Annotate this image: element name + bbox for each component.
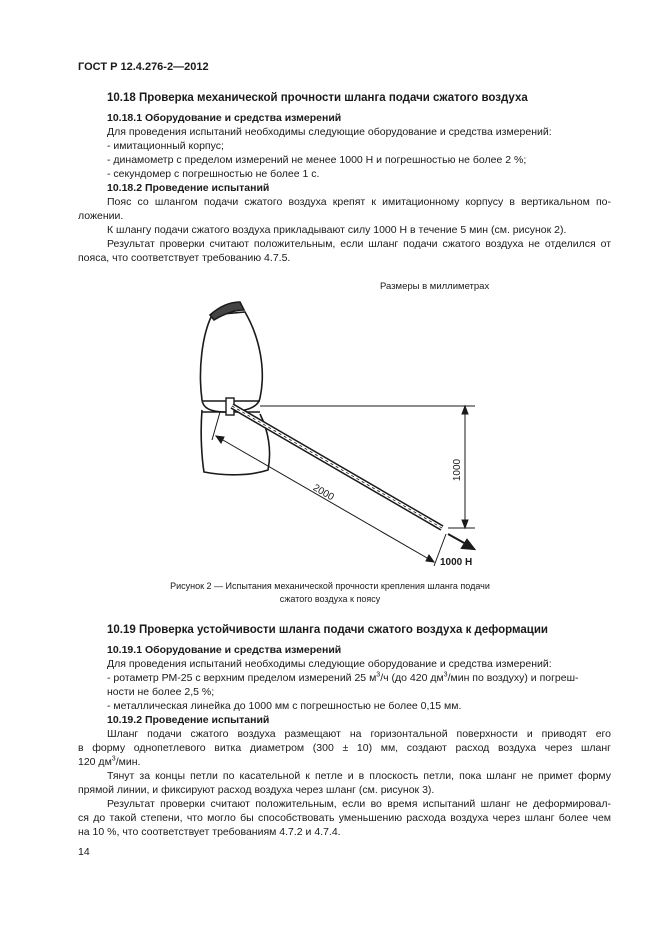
- length-dimension-label: 2000: [310, 482, 336, 504]
- section-10-18-2-title: 10.18.2 Проведение испытаний: [107, 182, 270, 194]
- neck-piece: [210, 302, 244, 320]
- paragraph: Для проведения испытаний необходимы следующие оборудование и средства измерений:: [107, 126, 552, 138]
- section-10-18-1-title: 10.18.1 Оборудование и средства измерений: [107, 112, 342, 124]
- list-item: - металлическая линейка до 1000 мм с погрешностью не более 0,15 мм.: [107, 700, 462, 712]
- paragraph: Тянут за концы петли по касательной к петле и в плоскость петли, пока шланг не примет форму: [107, 770, 611, 782]
- paragraph: прямой линии, и фиксируют расход воздуха через шланг (см. рисунок 3).: [78, 784, 435, 796]
- paragraph: Шланг подачи сжатого воздуха размещают на горизонтальной поверхности и приводят его: [107, 728, 611, 740]
- paragraph: пояса, что соответствует требованию 4.7.5.: [78, 252, 291, 264]
- list-item: - динамометр с пределом измерений не менее 1000 Н и погрешностью не более 2 %;: [107, 154, 527, 166]
- section-10-19-1-title: 10.19.1 Оборудование и средства измерений: [107, 644, 342, 656]
- list-item: - имитационный корпус;: [107, 140, 224, 152]
- paragraph: Результат проверки считают положительным, если шланг подачи сжатого воздуха не отделился от: [107, 238, 611, 250]
- section-10-18-title: 10.18 Проверка механической прочности шланга подачи сжатого воздуха: [107, 92, 528, 104]
- paragraph: К шлангу подачи сжатого воздуха прикладывают силу 1000 Н в течение 5 мин (см. рисунок 2).: [107, 224, 567, 236]
- force-arrow: [448, 534, 474, 549]
- paragraph: ся до такой степени, что могло бы способствовать уменьшению расхода воздуха через шланг более чем: [78, 812, 611, 824]
- simulated-torso: [200, 312, 269, 475]
- paragraph: Пояс со шлангом подачи сжатого воздуха крепят к имитационному корпусу в вертикальном по-: [107, 196, 611, 208]
- force-label: 1000 Н: [440, 557, 473, 568]
- section-10-19-2-title: 10.19.2 Проведение испытаний: [107, 714, 270, 726]
- height-dimension-label: 1000: [452, 458, 463, 482]
- air-hose: [232, 406, 442, 528]
- paragraph: Результат проверки считают положительным, если во время испытаний шланг не деформировал-: [107, 798, 611, 810]
- paragraph: в форму однопетлевого витка диаметром (300 ± 10) мм, создают расход воздуха через шланг: [78, 742, 611, 754]
- paragraph: на 10 %, что соответствует требованиям 4.7.2 и 4.7.4.: [78, 826, 341, 838]
- page-number: 14: [78, 846, 90, 858]
- paragraph: Для проведения испытаний необходимы следующие оборудование и средства измерений:: [107, 658, 552, 670]
- figure-2-drawing: [190, 290, 510, 580]
- list-item: ности не более 2,5 %;: [107, 686, 215, 698]
- paragraph: ложении.: [78, 210, 124, 222]
- figure-caption: сжатого воздуха к поясу: [279, 594, 381, 604]
- document-id: ГОСТ Р 12.4.276-2—2012: [78, 61, 209, 73]
- paragraph: 120 $дм^3$/мин.: [78, 755, 141, 768]
- units-note: Размеры в миллиметрах: [380, 281, 490, 292]
- list-item: - ротаметр РМ-25 с верхним пределом измерений 25 $м^3/ч$ (до 420 $дм^3$/мин по воздуху) и погреш-: [107, 671, 579, 684]
- list-item: - секундомер с погрешностью не более 1 с.: [107, 168, 320, 180]
- section-10-19-title: 10.19 Проверка устойчивости шланга подачи сжатого воздуха к деформации: [107, 624, 548, 636]
- belt: [202, 398, 260, 415]
- figure-caption: Рисунок 2 — Испытания механической прочности крепления шланга подачи: [170, 581, 490, 591]
